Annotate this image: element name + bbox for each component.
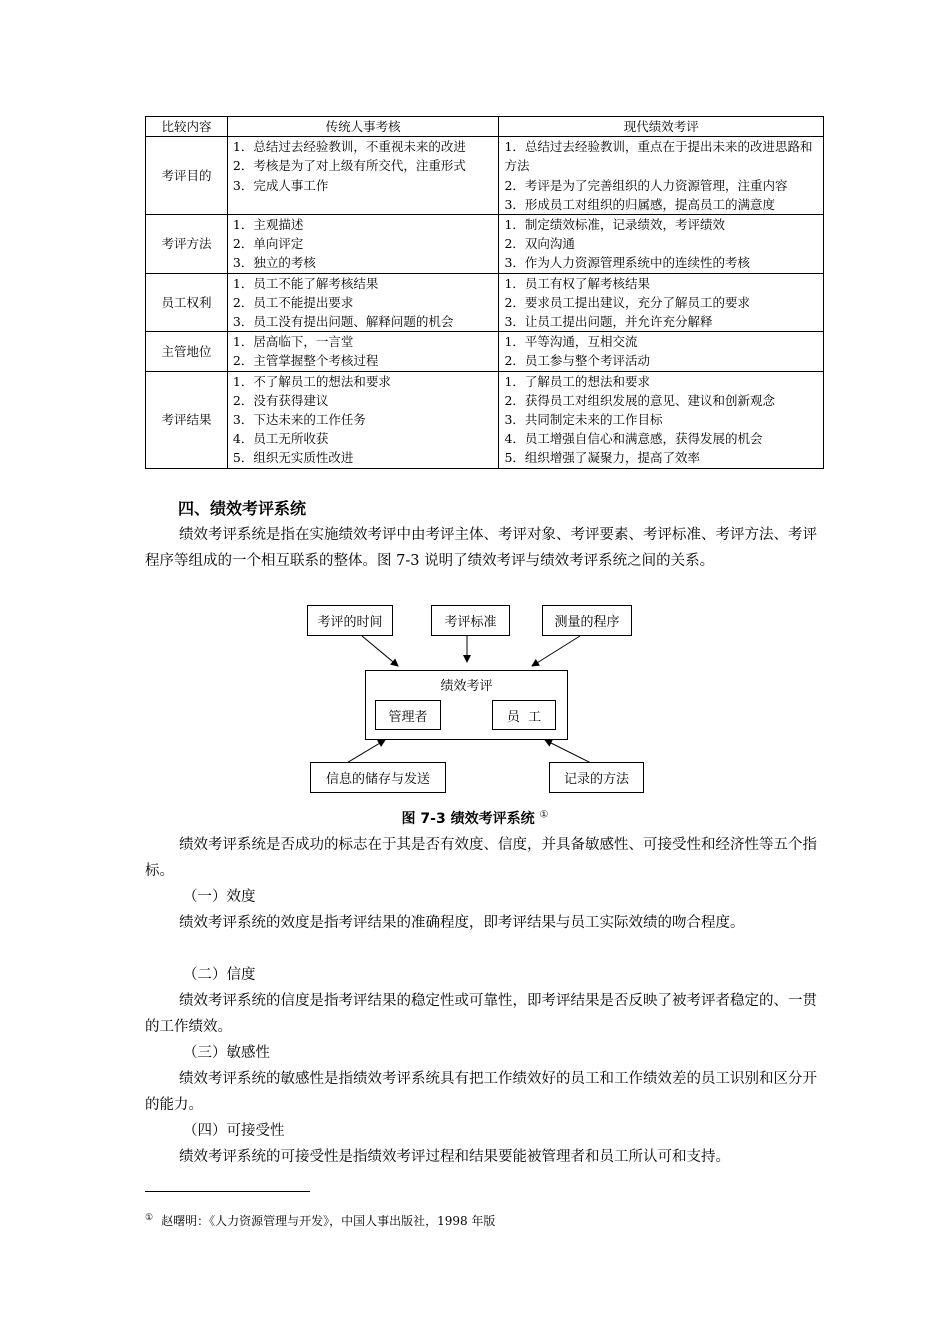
row-label: 员工权利 bbox=[146, 273, 228, 332]
modern-cell bbox=[499, 332, 824, 371]
traditional-item: 1．不了解员工的想法和要求 bbox=[232, 373, 391, 389]
paragraph-sensitivity: 绩效考评系统的敏感性是指绩效考评系统具有把工作绩效好的员工和工作绩效差的员工识别和区分开的能力。 bbox=[145, 1071, 817, 1113]
modern-item: 3．作为人力资源管理系统中的连续性的考核 bbox=[504, 255, 750, 271]
header-modern: 现代绩效考评 bbox=[499, 117, 824, 137]
box-record-method: 记录的方法 bbox=[549, 762, 644, 793]
modern-item: 1．了解员工的想法和要求 bbox=[504, 373, 650, 389]
traditional-cell bbox=[227, 215, 499, 274]
row-label: 考评方法 bbox=[146, 215, 228, 274]
traditional-item: 2．单向评定 bbox=[232, 236, 304, 252]
traditional-item: 2．没有获得建议 bbox=[232, 392, 329, 408]
arrow-record bbox=[545, 740, 593, 764]
modern-item: 1．总结过去经验教训，重点在于提出未来的改进思路和方法 bbox=[504, 139, 813, 174]
center-title: 绩效考评 bbox=[440, 679, 493, 694]
arrow-procedure bbox=[532, 636, 580, 666]
traditional-cell bbox=[227, 371, 499, 468]
header-traditional: 传统人事考核 bbox=[227, 117, 499, 137]
traditional-item: 3．独立的考核 bbox=[232, 255, 316, 271]
figure-caption-text: 图 7-3 绩效考评系统 bbox=[401, 811, 535, 827]
traditional-item: 4．员工无所收获 bbox=[232, 431, 329, 447]
footnote bbox=[145, 1212, 495, 1229]
modern-item: 2．要求员工提出建议，充分了解员工的要求 bbox=[504, 294, 750, 310]
table-row bbox=[146, 371, 824, 468]
modern-item: 5．组织增强了凝聚力，提高了效率 bbox=[504, 450, 700, 466]
modern-item: 1．平等沟通，互相交流 bbox=[504, 334, 638, 350]
traditional-item: 3．完成人事工作 bbox=[232, 177, 329, 193]
table-row bbox=[146, 137, 824, 215]
modern-item: 2．员工参与整个考评活动 bbox=[504, 353, 650, 369]
traditional-item: 1．员工不能了解考核结果 bbox=[232, 275, 379, 291]
figure-caption bbox=[0, 808, 950, 828]
traditional-item: 1．总结过去经验教训，不重视未来的改进 bbox=[232, 139, 466, 155]
modern-item: 2．考评是为了完善组织的人力资源管理，注重内容 bbox=[504, 177, 788, 193]
paragraph-success: 绩效考评系统是否成功的标志在于其是否有效度、信度，并具备敏感性、可接受性和经济性等五个指标。 bbox=[145, 837, 817, 879]
table-row bbox=[146, 332, 824, 371]
modern-cell bbox=[499, 137, 824, 215]
box-measurement-procedure: 测量的程序 bbox=[542, 605, 632, 636]
box-employee: 员 工 bbox=[492, 700, 556, 730]
modern-cell bbox=[499, 371, 824, 468]
modern-cell bbox=[499, 215, 824, 274]
subheading-sensitivity: （三）敏感性 bbox=[183, 1045, 270, 1061]
modern-item: 2．双向沟通 bbox=[504, 236, 575, 252]
section-heading: 四、绩效考评系统 bbox=[178, 499, 307, 518]
modern-item: 1．员工有权了解考核结果 bbox=[504, 275, 650, 291]
footnote-text: 赵曙明：《人力资源管理与开发》，中国人事出版社，1998 年版 bbox=[161, 1214, 496, 1228]
traditional-item: 5．组织无实质性改进 bbox=[232, 450, 354, 466]
modern-item: 2．获得员工对组织发展的意见、建议和创新观念 bbox=[504, 392, 775, 408]
box-manager: 管理者 bbox=[375, 700, 441, 730]
performance-system-diagram bbox=[300, 600, 660, 800]
subheading-acceptability: （四）可接受性 bbox=[183, 1123, 285, 1139]
row-label: 主管地位 bbox=[146, 332, 228, 371]
box-info-storage: 信息的储存与发送 bbox=[310, 762, 446, 793]
header-compare: 比较内容 bbox=[146, 117, 228, 137]
subheading-reliability: （二）信度 bbox=[183, 967, 256, 983]
row-label: 考评目的 bbox=[146, 137, 228, 215]
traditional-cell bbox=[227, 137, 499, 215]
intro-paragraph: 绩效考评系统是指在实施绩效考评中由考评主体、考评对象、考评要素、考评标准、考评方法、考评程序等组成的一个相互联系的整体。图 7-3 说明了绩效考评与绩效考评系统之间的关系。 bbox=[145, 527, 817, 569]
footnote-mark: ① bbox=[145, 1213, 154, 1223]
traditional-item: 1．居高临下，一言堂 bbox=[232, 334, 354, 350]
traditional-item: 2．主管掌握整个考核过程 bbox=[232, 353, 379, 369]
arrow-time bbox=[362, 636, 398, 666]
modern-item: 4．员工增强自信心和满意感，获得发展的机会 bbox=[504, 431, 763, 447]
arrow-info bbox=[345, 740, 385, 764]
box-evaluation-standard: 考评标准 bbox=[431, 605, 510, 636]
paragraph-validity: 绩效考评系统的效度是指考评结果的准确程度，即考评结果与员工实际效绩的吻合程度。 bbox=[179, 915, 745, 931]
traditional-item: 1．主观描述 bbox=[232, 217, 304, 233]
traditional-item: 3．员工没有提出问题、解释问题的机会 bbox=[232, 314, 454, 330]
subheading-validity: （一）效度 bbox=[183, 889, 256, 905]
box-evaluation-time: 考评的时间 bbox=[307, 605, 393, 636]
row-label: 考评结果 bbox=[146, 371, 228, 468]
paragraph-reliability: 绩效考评系统的信度是指考评结果的稳定性或可靠性，即考评结果是否反映了被考评者稳定的、一贯的工作绩效。 bbox=[145, 993, 817, 1035]
traditional-item: 2．考核是为了对上级有所交代，注重形式 bbox=[232, 158, 466, 174]
traditional-cell bbox=[227, 273, 499, 332]
modern-item: 1．制定绩效标准，记录绩效，考评绩效 bbox=[504, 217, 725, 233]
modern-cell bbox=[499, 273, 824, 332]
traditional-item: 2．员工不能提出要求 bbox=[232, 294, 354, 310]
modern-item: 3．让员工提出问题，并允许充分解释 bbox=[504, 314, 713, 330]
table-header-row bbox=[146, 117, 824, 137]
traditional-item: 3．下达未来的工作任务 bbox=[232, 412, 366, 428]
traditional-cell bbox=[227, 332, 499, 371]
table-row bbox=[146, 273, 824, 332]
footnote-reference[interactable]: ① bbox=[539, 809, 549, 821]
modern-item: 3．形成员工对组织的归属感，提高员工的满意度 bbox=[504, 196, 775, 212]
table-row bbox=[146, 215, 824, 274]
comparison-table bbox=[145, 116, 824, 469]
paragraph-acceptability: 绩效考评系统的可接受性是指绩效考评过程和结果要能被管理者和员工所认可和支持。 bbox=[179, 1149, 730, 1165]
footnote-divider bbox=[145, 1191, 310, 1192]
modern-item: 3．共同制定未来的工作目标 bbox=[504, 412, 663, 428]
